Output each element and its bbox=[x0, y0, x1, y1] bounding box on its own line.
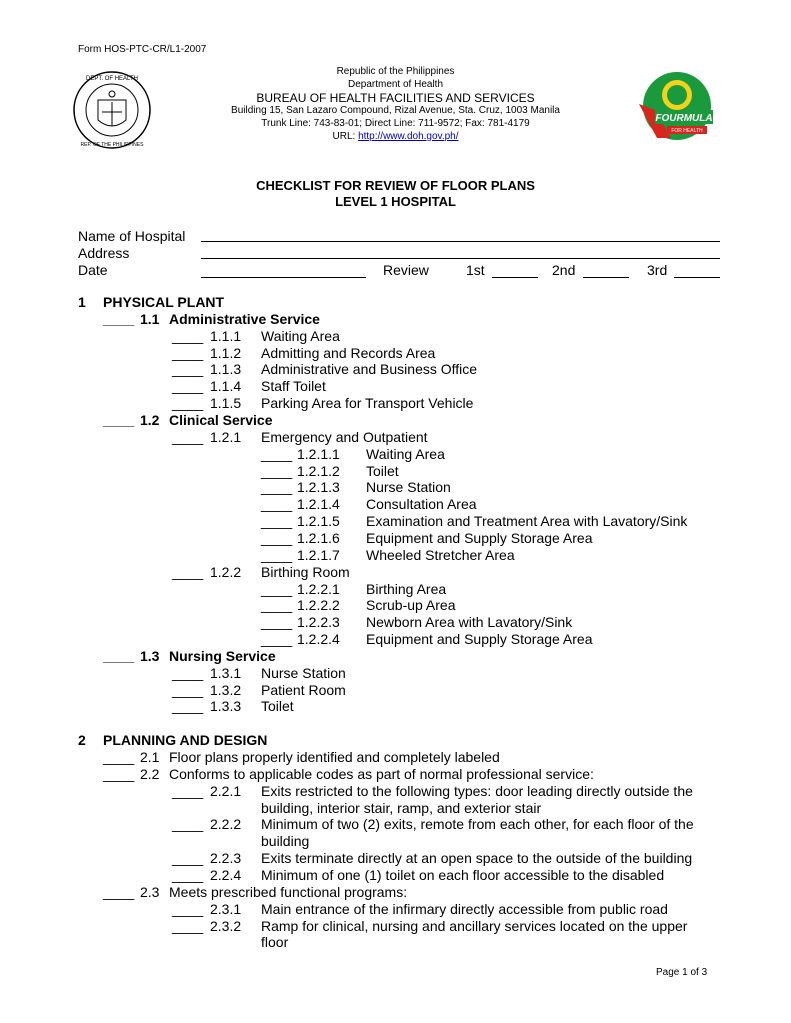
checklist-item-1-2-2-2 bbox=[0, 597, 791, 614]
checklist-item-1-2-1 bbox=[0, 429, 791, 446]
doc-title: CHECKLIST FOR REVIEW OF FLOOR PLANS bbox=[256, 178, 535, 193]
item-label: Equipment and Supply Storage Area bbox=[366, 529, 593, 546]
item-label: Birthing Area bbox=[366, 580, 447, 597]
checklist-item-2-1 bbox=[0, 749, 791, 766]
item-number: 2.2.2 bbox=[210, 816, 242, 833]
item-label: Minimum of two (2) exits, remote from each other, for each floor of the bbox=[261, 816, 694, 833]
item-number: 1 bbox=[78, 294, 86, 310]
check-blank[interactable]: ____ bbox=[172, 917, 204, 934]
check-blank[interactable]: ____ bbox=[172, 344, 204, 361]
check-blank[interactable]: ____ bbox=[172, 563, 204, 580]
checklist-item-1-2-1-4 bbox=[0, 496, 791, 513]
item-number: 2.3 bbox=[140, 883, 160, 900]
item-number: 1.2.2.1 bbox=[297, 580, 340, 597]
checklist-item-1-1-1 bbox=[0, 328, 791, 345]
checklist-item-2-2-1-continued bbox=[0, 800, 791, 817]
checklist-item-1-2 bbox=[0, 412, 791, 429]
item-label: Staff Toilet bbox=[261, 378, 326, 395]
item-label-continued: floor bbox=[261, 934, 289, 951]
item-label: Emergency and Outpatient bbox=[261, 428, 428, 445]
item-label: Scrub-up Area bbox=[366, 597, 456, 614]
check-blank[interactable]: ____ bbox=[261, 513, 293, 530]
item-label: Minimum of one (1) toilet on each floor accessible to the disabled bbox=[261, 866, 665, 883]
item-label: Exits restricted to the following types: door leading directly outside the bbox=[261, 782, 693, 799]
check-blank[interactable]: ____ bbox=[103, 749, 135, 765]
checklist-item-2-3-2-continued bbox=[0, 934, 791, 951]
checklist-item-1-1 bbox=[0, 311, 791, 328]
item-number: 1.2.1.3 bbox=[297, 479, 340, 496]
item-number: 2 bbox=[78, 732, 86, 749]
check-blank[interactable]: ____ bbox=[261, 496, 293, 513]
check-blank[interactable]: ____ bbox=[103, 765, 135, 782]
item-number: 1.1.3 bbox=[210, 361, 242, 378]
item-number: 2.3.1 bbox=[210, 900, 242, 917]
address-label: Address bbox=[78, 245, 130, 261]
checklist-item-2-3 bbox=[0, 884, 791, 901]
checklist-item-1-2-1-3 bbox=[0, 479, 791, 496]
item-label: Waiting Area bbox=[366, 445, 445, 462]
item-number: 2.2.3 bbox=[210, 850, 242, 867]
checklist-item-1-1-2 bbox=[0, 345, 791, 362]
checklist-item-1-3-1 bbox=[0, 665, 791, 682]
item-number: 1.1.5 bbox=[210, 395, 242, 412]
item-number: 1.3 bbox=[140, 647, 160, 664]
checklist-item-1-2-2-1 bbox=[0, 581, 791, 598]
item-label: Nurse Station bbox=[261, 664, 346, 681]
check-blank[interactable]: ____ bbox=[261, 546, 293, 563]
checklist-item-1-3-3 bbox=[0, 698, 791, 715]
item-number: 2.2.4 bbox=[210, 866, 242, 883]
item-label: Wheeled Stretcher Area bbox=[366, 546, 515, 563]
check-blank[interactable]: ____ bbox=[172, 698, 204, 715]
item-label: Meets prescribed functional programs: bbox=[169, 883, 408, 900]
item-label: Main entrance of the infirmary directly accessible from public road bbox=[261, 900, 668, 917]
checklist-item-2-2-3 bbox=[0, 850, 791, 867]
svg-text:FOR HEALTH: FOR HEALTH bbox=[671, 128, 703, 134]
checklist-item-1-2-1-2 bbox=[0, 463, 791, 480]
check-blank[interactable]: ____ bbox=[172, 681, 204, 698]
address-field[interactable] bbox=[201, 258, 720, 259]
checklist-item-2-2-4 bbox=[0, 867, 791, 884]
header-bureau: BUREAU OF HEALTH FACILITIES AND SERVICES bbox=[256, 91, 535, 105]
item-label: Consultation Area bbox=[366, 496, 477, 513]
review-3rd-label: 3rd bbox=[647, 262, 668, 278]
check-blank[interactable]: ____ bbox=[103, 412, 135, 428]
check-blank[interactable]: ____ bbox=[103, 883, 135, 900]
item-number: 2.3.2 bbox=[210, 917, 242, 934]
checklist-item-2-2-1 bbox=[0, 783, 791, 800]
item-label: Administrative Service bbox=[169, 310, 320, 327]
svg-text:REP. OF THE PHILIPPINES: REP. OF THE PHILIPPINES bbox=[80, 142, 144, 148]
page-number: Page 1 of 3 bbox=[656, 967, 708, 978]
item-label: Ramp for clinical, nursing and ancillary services located on the upper bbox=[261, 917, 688, 934]
header-phones: Trunk Line: 743-83-01; Direct Line: 711-9572; Fax: 781-4179 bbox=[261, 118, 530, 129]
review-1st-field[interactable] bbox=[492, 277, 538, 278]
item-number: 1.1.2 bbox=[210, 344, 242, 361]
item-number: 1.2.1.1 bbox=[297, 445, 340, 462]
item-label: Nurse Station bbox=[366, 479, 451, 496]
check-blank[interactable]: ____ bbox=[103, 647, 135, 664]
checklist-item-1-3-2 bbox=[0, 682, 791, 699]
check-blank[interactable]: ____ bbox=[172, 900, 204, 917]
check-blank[interactable]: ____ bbox=[172, 816, 204, 833]
checklist-item-2 bbox=[0, 732, 791, 749]
check-blank[interactable]: ____ bbox=[172, 850, 204, 867]
item-label: Newborn Area with Lavatory/Sink bbox=[366, 614, 573, 631]
item-number: 1.2 bbox=[140, 412, 160, 428]
checklist-item-1-2-2 bbox=[0, 564, 791, 581]
check-blank[interactable]: ____ bbox=[172, 866, 204, 883]
checklist-item-1-2-1-7 bbox=[0, 547, 791, 564]
checklist-item-1-2-2-3 bbox=[0, 614, 791, 631]
name-label: Name of Hospital bbox=[78, 228, 186, 244]
item-number: 1.2.1.6 bbox=[297, 529, 340, 546]
item-number: 1.3.2 bbox=[210, 681, 242, 698]
checklist-item-1-1-5 bbox=[0, 395, 791, 412]
review-2nd-field[interactable] bbox=[583, 277, 629, 278]
name-field[interactable] bbox=[201, 241, 720, 242]
check-blank[interactable]: ____ bbox=[261, 445, 293, 462]
checklist-item-1 bbox=[0, 294, 791, 311]
item-label: Waiting Area bbox=[261, 327, 340, 344]
item-number: 1.2.1.4 bbox=[297, 496, 340, 513]
header-url-line: URL: http://www.doh.gov.ph/ bbox=[332, 131, 459, 142]
check-blank[interactable]: ____ bbox=[261, 479, 293, 496]
check-blank[interactable]: ____ bbox=[172, 664, 204, 681]
item-label-continued: building bbox=[261, 833, 310, 850]
item-number: 1.2.1.2 bbox=[297, 462, 340, 479]
header-line1: Republic of the Philippines bbox=[336, 66, 455, 77]
check-blank[interactable]: ____ bbox=[261, 462, 293, 479]
item-number: 1.2.2.2 bbox=[297, 597, 340, 614]
review-label: Review bbox=[383, 262, 429, 278]
check-blank[interactable]: ____ bbox=[103, 310, 135, 327]
item-number: 1.2.2 bbox=[210, 563, 242, 580]
check-blank[interactable]: ____ bbox=[261, 597, 293, 614]
item-number: 1.1 bbox=[140, 310, 160, 327]
item-number: 1.2.1.7 bbox=[297, 546, 340, 563]
item-label: PLANNING AND DESIGN bbox=[103, 732, 268, 749]
check-blank[interactable]: ____ bbox=[261, 580, 293, 597]
item-label: Toilet bbox=[366, 462, 399, 479]
fourmula-logo bbox=[637, 70, 717, 142]
svg-text:DEPT. OF HEALTH: DEPT. OF HEALTH bbox=[86, 76, 138, 82]
item-number: 2.1 bbox=[140, 749, 160, 765]
item-number: 2.2.1 bbox=[210, 782, 242, 799]
check-blank[interactable]: ____ bbox=[172, 395, 204, 412]
item-label: Admitting and Records Area bbox=[261, 344, 436, 361]
item-number: 1.3.3 bbox=[210, 698, 242, 715]
check-blank[interactable]: ____ bbox=[172, 782, 204, 799]
item-number: 1.2.1.5 bbox=[297, 513, 340, 530]
item-label: Toilet bbox=[261, 698, 294, 715]
check-blank[interactable]: ____ bbox=[172, 361, 204, 378]
item-label: Nursing Service bbox=[169, 647, 276, 664]
item-label-continued: building, interior stair, ramp, and exterior stair bbox=[261, 799, 542, 816]
check-blank[interactable]: ____ bbox=[172, 428, 204, 445]
check-blank[interactable]: ____ bbox=[172, 327, 204, 344]
checklist-item-2-3-2 bbox=[0, 918, 791, 935]
review-2nd-label: 2nd bbox=[552, 262, 576, 278]
checklist-item-1-2-1-5 bbox=[0, 513, 791, 530]
checklist-item-2-2 bbox=[0, 766, 791, 783]
item-label: Patient Room bbox=[261, 681, 346, 698]
svg-text:FOURMULA: FOURMULA bbox=[655, 113, 713, 124]
form-code: Form HOS-PTC-CR/L1-2007 bbox=[78, 44, 207, 55]
item-number: 2.2 bbox=[140, 765, 160, 782]
check-blank[interactable]: ____ bbox=[261, 529, 293, 546]
item-label: Administrative and Business Office bbox=[261, 361, 478, 378]
checklist-item-1-1-4 bbox=[0, 378, 791, 395]
item-label: Floor plans properly identified and completely labeled bbox=[169, 749, 500, 765]
date-label: Date bbox=[78, 262, 108, 278]
item-label: Conforms to applicable codes as part of normal professional service: bbox=[169, 765, 594, 782]
doc-subtitle: LEVEL 1 HOSPITAL bbox=[335, 194, 456, 209]
item-label: Clinical Service bbox=[169, 412, 273, 428]
check-blank[interactable]: ____ bbox=[261, 631, 293, 647]
item-label: Examination and Treatment Area with Lavatory/Sink bbox=[366, 513, 688, 530]
checklist-item-2-2-2-continued bbox=[0, 833, 791, 850]
checklist-item-1-2-1-6 bbox=[0, 530, 791, 547]
url-link[interactable]: http://www.doh.gov.ph/ bbox=[358, 131, 459, 142]
item-number: 1.3.1 bbox=[210, 664, 242, 681]
checklist-item-1-2-2-4 bbox=[0, 631, 791, 648]
item-number: 1.2.1 bbox=[210, 428, 242, 445]
checklist-item-1-2-1-1 bbox=[0, 446, 791, 463]
check-blank[interactable]: ____ bbox=[172, 378, 204, 395]
item-number: 1.1.1 bbox=[210, 327, 242, 344]
item-label: PHYSICAL PLANT bbox=[103, 294, 225, 310]
item-number: 1.2.2.4 bbox=[297, 631, 340, 647]
date-field[interactable] bbox=[201, 277, 366, 278]
header-address: Building 15, San Lazaro Compound, Rizal Avenue, Sta. Cruz, 1003 Manila bbox=[231, 105, 560, 116]
item-label: Exits terminate directly at an open space to the outside of the building bbox=[261, 850, 693, 867]
item-label: Equipment and Supply Storage Area bbox=[366, 631, 593, 647]
item-label: Parking Area for Transport Vehicle bbox=[261, 395, 474, 412]
checklist-item-1-3 bbox=[0, 648, 791, 665]
checklist-item-1-1-3 bbox=[0, 361, 791, 378]
item-number: 1.1.4 bbox=[210, 378, 242, 395]
header-line2: Department of Health bbox=[347, 79, 444, 90]
review-1st-label: 1st bbox=[466, 262, 485, 278]
item-number: 1.2.2.3 bbox=[297, 614, 340, 631]
checklist-item-2-2-2 bbox=[0, 816, 791, 833]
check-blank[interactable]: ____ bbox=[261, 614, 293, 631]
checklist-item-2-3-1 bbox=[0, 901, 791, 918]
item-label: Birthing Room bbox=[261, 563, 350, 580]
review-3rd-field[interactable] bbox=[674, 277, 720, 278]
